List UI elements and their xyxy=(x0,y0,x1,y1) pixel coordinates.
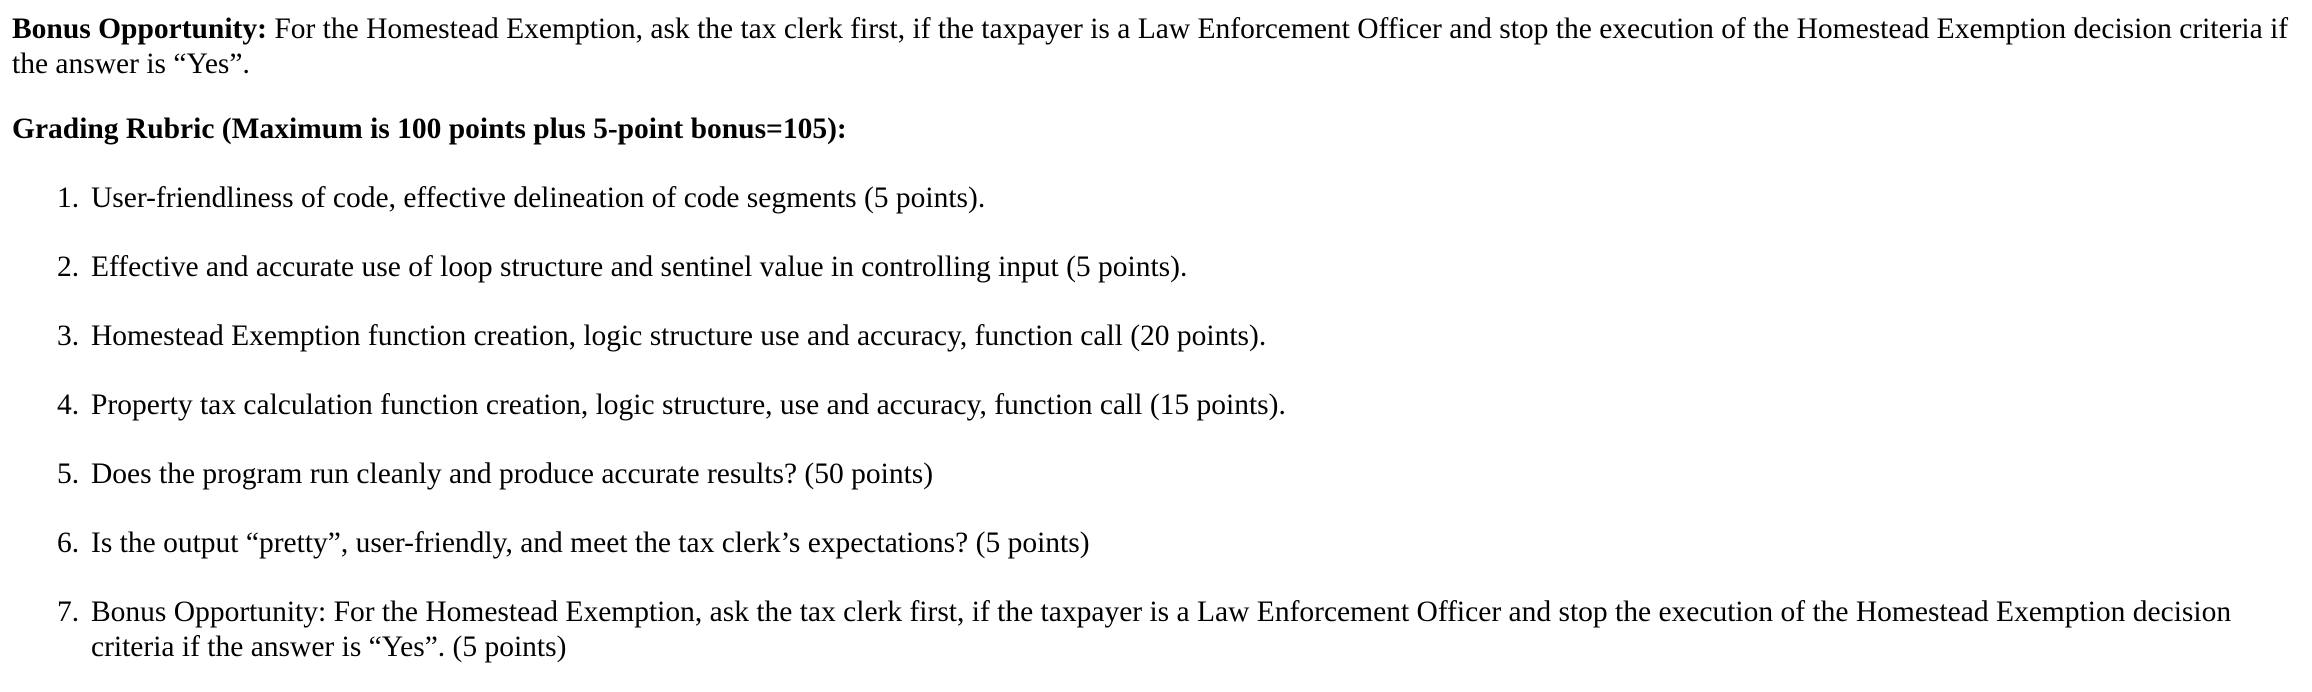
rubric-item-7 xyxy=(12,595,2304,665)
rubric-item-number: 1. xyxy=(57,182,80,214)
rubric-item-text: Does the program run cleanly and produce accurate results? (50 points) xyxy=(91,458,934,490)
rubric-item-3 xyxy=(12,319,2304,354)
rubric-item-number: 6. xyxy=(57,527,80,559)
rubric-item-number: 5. xyxy=(57,458,80,490)
rubric-item-text: Property tax calculation function creation, logic structure, use and accuracy, function call (15 points). xyxy=(91,389,1286,421)
rubric-item-text: User-friendliness of code, effective delineation of code segments (5 points). xyxy=(91,182,986,214)
rubric-item-5 xyxy=(12,457,2304,492)
rubric-item-6 xyxy=(12,526,2304,561)
rubric-item-number: 3. xyxy=(57,320,80,352)
rubric-item-text: Effective and accurate use of loop structure and sentinel value in controlling input (5 points). xyxy=(91,251,1188,283)
rubric-item-text: Is the output “pretty”, user-friendly, and meet the tax clerk’s expectations? (5 points) xyxy=(91,527,1090,559)
rubric-heading: Grading Rubric (Maximum is 100 points plus 5-point bonus=105): xyxy=(12,113,847,145)
rubric-item-1 xyxy=(12,181,2304,216)
bonus-text: For the Homestead Exemption, ask the tax clerk first, if the taxpayer is a Law Enforcement Officer and stop the execution of the Homestead Exemption decision criteria if the answer is “Yes”. xyxy=(12,13,2289,80)
rubric-item-number: 7. xyxy=(57,596,80,628)
bonus-paragraph xyxy=(12,12,2304,82)
rubric-item-4 xyxy=(12,388,2304,423)
rubric-item-2 xyxy=(12,250,2304,285)
rubric-item-number: 4. xyxy=(57,389,80,421)
rubric-list xyxy=(12,181,2304,665)
rubric-item-text: Bonus Opportunity: For the Homestead Exemption, ask the tax clerk first, if the taxpayer is a Law Enforcement Officer and stop the execution of the Homestead Exemption decision criteria if the answer is “Yes”. (5 points) xyxy=(91,596,2232,663)
bonus-label: Bonus Opportunity: xyxy=(12,13,267,45)
rubric-item-text: Homestead Exemption function creation, logic structure use and accuracy, function call (20 points). xyxy=(91,320,1267,352)
rubric-item-number: 2. xyxy=(57,251,80,283)
